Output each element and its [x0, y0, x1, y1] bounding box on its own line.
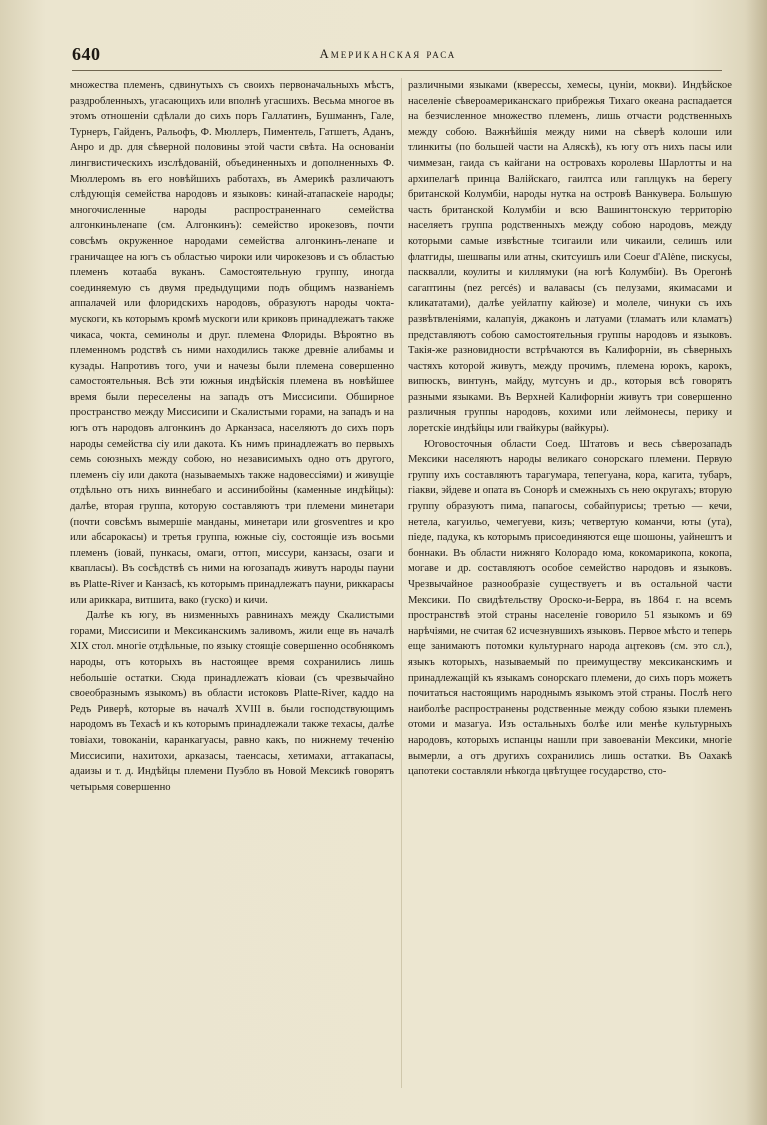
right-column [408, 78, 732, 780]
paragraph: различными языками (кверессы, хемесы, цуніи, мокви). Индѣйское населеніе сѣвероамериканскаго прибрежья Тихаго океана распадается на безчисленное множество племенъ, лишь отчасти родственныхъ между собою. Важнѣйшія между ними на сѣверѣ колоши или тлинкиты (по большей части на Аляскѣ), къ югу отъ нихъ пасы или чиммезан, гаида съ кайгани на островахъ королевы Шарлотты и на архипелагѣ принца Валійскаго, гаилтса или гаплцукъ на берегу британской Колумбіи, народы нутка на островѣ Ванкувера. Большую часть британской Колумбіи и всю Вашингтонскую территорію населяетъ группа родственныхъ между собою народовъ, между которыми самые извѣстные тсигаили или чикаили, селишъ или флатгиды, шешвапы или атны, скитсуишъ или Coeur d'Alène, пискусы, пасквалли, коулиты и киллямуки (на югѣ Колумбіи). Въ Орегонѣ сагаптины (nez percés) и валавасы (съ пелузами, якимасами и кликататами), далѣе уейлатпу кайюзе) и молеле, чинуки съ ихъ развѣтвленіями, калапуія, джаконъ и латуами (тламатъ или кламатъ) представляютъ собою самостоятельныя группы народовъ и языковъ. Такія-же разновидности встрѣчаются въ Калифорніи, въ сѣверныхъ частяхъ которой живутъ, между прочимъ, племена юрокъ, карокъ, випюскъ, винтунъ, майду, мутсунъ и др., которыя всѣ говорятъ разными языками. Въ Верхней Калифорніи живутъ три совершенно различныя группы народовъ, кохими или леймонесы, перику и лоретскіе индѣйцы или гвайкуры (вайкуры). [408, 80, 732, 435]
running-title: Американская раса [319, 47, 457, 61]
page-number: 640 [72, 44, 101, 64]
paragraph: множества племенъ, сдвинутыхъ съ своихъ первоначальныхъ мѣстъ, раздробленныхъ, угасающихъ или вполнѣ угасшихъ. Весьма многое въ этомъ отношеніи сдѣлали до сихъ поръ Галлатинъ, Бушманнъ, Гале, Турнеръ, Гайденъ, Ральофъ, Ф. Мюллеръ, Пиментель, Гатшетъ, Аданъ, Анро и др. для сѣверной половины этой части свѣта. На основаніи лингвистическихъ изслѣдованій, объединенныхъ и дополненныхъ Ф. Мюллеромъ въ его новѣйшихъ работахъ, въ Америкѣ различаютъ слѣдующія семейства народовъ и языковъ: кинай-атапаскеіе народы; многочисленные народы распространеннаго семейства алгонкиньленапе (см. Алгонкинъ): семейство ирокезовъ, почти совсѣмъ окруженное народами семейства алгонкинъ-ленапе и граничащее на югъ съ областью чироки или чирокезовъ и съ областью племенъ котааба вуканъ. Самостоятельную группу, иногда соединяемую съ двумя предыдущими подъ общимъ названіемъ аппалачей или флоридскихъ народовъ, образуютъ народы чокта-мускоги, къ которымъ кромѣ мускоги или криковъ принадлежатъ также чикаса, чокта, семинолы и друг. племена Флориды. Вѣроятно въ племенномъ родствѣ съ ними находились также древніе алибамы и кузады. Напротивъ того, учи и начезы были племена совершенно самостоятельныя. Всѣ эти южныя индѣйскія племена въ новѣйшее время были переселены на западъ отъ Миссисипи. Обширное пространство между Миссисипи и Скалистыми горами, на западъ и на югъ отъ народовъ алгонкинъ до Арканзаса, населяютъ до сихъ поръ народы семейства сіу или дакота. Къ нимъ принадлежатъ во первыхъ семь союзныхъ между собою, но независимыхъ одно отъ другого, племенъ сіу или дакота (называемыхъ также надовессіями) и живущіе отдѣльно отъ нихъ виннебаго и ассинибойны (каменные индѣйцы): далѣе, вторая группа, которую составляютъ три племени минетари (почти совсѣмъ вымершіе манданы, минетари или grosventres и кро или абсарокасы) и третья группа, южные сіу, состоящіе изъ восьми племенъ (іовай, пункасы, омаги, оттоп, миссури, канзасы, озаги и квапласы). Въ сосѣдствѣ съ ними на югозападъ живутъ народы пауни въ Platte-River и Канзасѣ, къ которымъ принадлежатъ пауни, риккарасы или ариккара, витшита, вако (гуско) и кичи. [70, 80, 394, 606]
page-header [58, 44, 718, 68]
left-column [70, 78, 394, 795]
header-rule [72, 70, 722, 71]
column-divider [401, 78, 402, 1088]
page-edge-shadow [745, 0, 767, 1125]
paragraph: Далѣе къ югу, въ низменныхъ равнинахъ между Скалистыми горами, Миссисипи и Мексиканскимъ заливомъ, жили еще въ началѣ XIX стол. многіе отдѣльные, по языку стоящіе совершенно особнякомъ народы, отъ которыхъ въ настоящее время сохранились лишь небольшіе остатки. Сюда принадлежатъ кіоваи (съ чрезвычайно своеобразнымъ языкомъ) въ области истоковъ Platte-River, каддо на Редъ Риверѣ, которые въ началѣ XVIII в. были господствующимъ народомъ въ Техасѣ и къ которымъ принадлежали также техасы, далѣе товіахи, товоканіи, каранкагуасы, равно какъ, по нижнему теченію Миссисипи, нахитохи, арказасы, таенсасы, хетимахи, аттакапасы, адаизы и т. д. Индѣйцы племени Пуэбло въ Новой Мексикѣ говорятъ четырьмя совершенно [70, 610, 394, 793]
paragraph: Юговосточныя области Соед. Штатовъ и весь сѣверозападъ Мексики населяютъ народы великаго сонорскаго племени. Первую группу ихъ составляютъ тарагумара, тепегуана, кора, кагита, тубаръ, гіакви, эйдеве и опата въ Сонорѣ и смежныхъ съ нею округахъ; вторую группу образуютъ пима, папагосы, собайпурисы; третью — кечи, нетела, кагуильо, чемегуеви, кизъ; четвертую команчи, юты (ута), піеде, падука, къ которымъ присоединяются еще шошоны, уайнештъ и боннаки. Въ области нижняго Колорадо юма, кокомарикопа, кокопа, могаве и др. составляютъ особое семейство народовъ и языковъ. Чрезвычайное разнообразіе существуетъ и въ остальной части Мексики. По свидѣтельству Ороско-и-Берра, въ 1864 г. на всемъ пространствѣ этой страны населеніе говорило 51 языкомъ и 69 нарѣчіями, не считая 62 исчезнувшихъ языковъ. Первое мѣсто и теперь еще занимаютъ потомки культурнаго народа ацтековъ (см. это сл.), языкъ которыхъ, называемый по преимуществу мексиканскимъ и принадлежащій къ языкамъ сонорскаго племени, до сихъ поръ можетъ почитаться настоящимъ народнымъ языкомъ этой страны. Послѣ него наиболѣе распространены родственные между собою языки племенъ отоми и мазагуа. Изъ остальныхъ болѣе или менѣе культурныхъ народовъ, которыхъ испанцы нашли при завоеваніи Мексики, многіе вымерли, а отъ другихъ сохранились лишь остатки. Въ Оахакѣ цапотеки составляли нѣкогда цвѣтущее государство, сто- [408, 438, 732, 778]
